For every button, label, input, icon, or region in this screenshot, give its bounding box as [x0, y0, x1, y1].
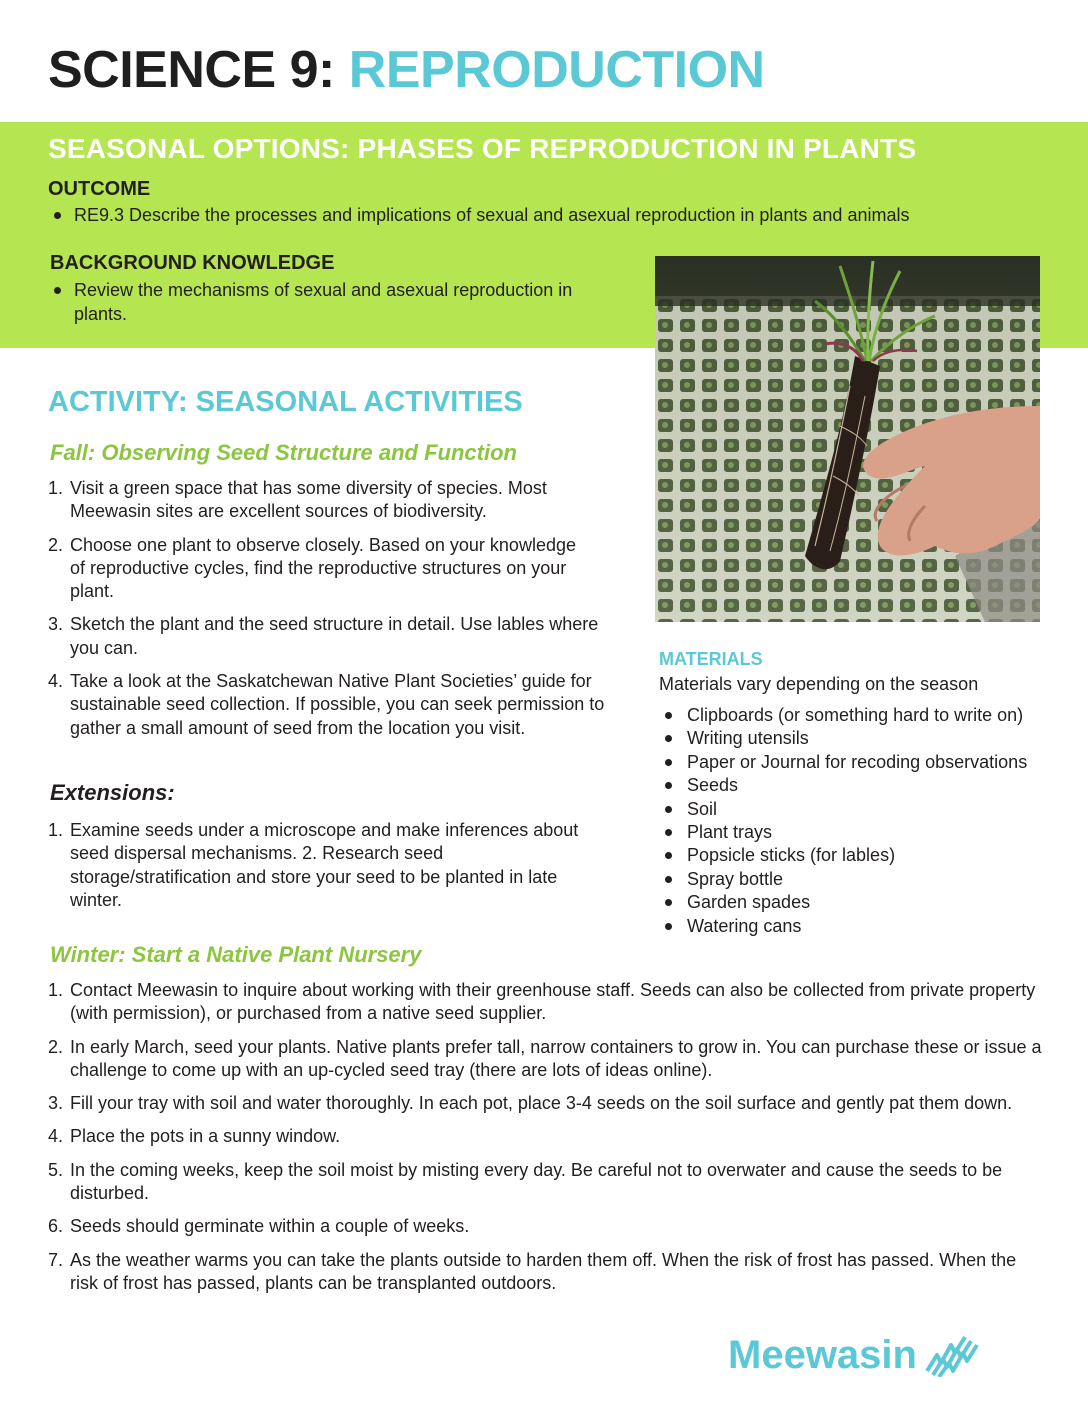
list-item: 2. Choose one plant to observe closely. Based on your knowledge of reproductive cycles, find the reproductive structures on your plant. — [48, 534, 576, 602]
materials-list — [659, 704, 1084, 938]
background-label: BACKGROUND KNOWLEDGE — [50, 252, 335, 274]
list-item: 7. As the weather warms you can take the plants outside to harden them off. When the risk of frost has passed. When the risk of frost has passed, plants can be transplanted outdoors. — [48, 1249, 1017, 1293]
activity-title: ACTIVITY: SEASONAL ACTIVITIES — [48, 386, 523, 418]
list-item: Soil — [659, 798, 1084, 821]
outcome-section — [48, 177, 1048, 228]
list-item: Spray bottle — [659, 868, 1084, 891]
extensions-section — [48, 779, 618, 922]
fall-list — [48, 477, 618, 740]
band-title: SEASONAL OPTIONS: PHASES OF REPRODUCTION IN PLANTS — [48, 133, 917, 164]
logo-text: Meewasin — [728, 1332, 917, 1377]
title-accent: REPRODUCTION — [348, 41, 765, 99]
list-item: Watering cans — [659, 915, 1084, 938]
seedling-illustration — [655, 256, 1040, 622]
outcome-label: OUTCOME — [48, 178, 151, 200]
list-item: Plant trays — [659, 821, 1084, 844]
list-item: Seeds — [659, 774, 1084, 797]
list-item: 5. In the coming weeks, keep the soil moist by misting every day. Be careful not to overwater and cause the seeds to be disturbed. — [48, 1159, 1003, 1204]
outcome-list — [48, 204, 1048, 228]
meewasin-logo — [728, 1330, 1028, 1380]
winter-heading: Winter: Start a Native Plant Nursery — [50, 942, 422, 967]
list-item: Writing utensils — [659, 727, 1084, 750]
meewasin-wave-logo-icon — [923, 1333, 981, 1377]
list-item: Popsicle sticks (for lables) — [659, 844, 1084, 867]
list-item: 1. Examine seeds under a microscope and make inferences about seed dispersal mechanisms. 2. Research seed storage/stratification and store your seed to be planted in late winter. — [48, 820, 579, 910]
title-prefix: SCIENCE 9: — [48, 41, 335, 99]
winter-list — [48, 979, 1058, 1295]
list-item: Paper or Journal for recoding observations — [659, 751, 1084, 774]
list-item: Review the mechanisms of sexual and asexual reproduction in plants. — [48, 279, 623, 326]
list-item: 3. Sketch the plant and the seed structure in detail. Use lables where you can. — [48, 614, 599, 658]
list-item: 1. Visit a green space that has some diversity of species. Most Meewasin sites are excellent sources of biodiversity. — [48, 478, 547, 522]
page-title — [48, 40, 765, 100]
list-item: 2. In early March, seed your plants. Native plants prefer tall, narrow containers to grow in. You can purchase these or issue a challenge to come up with an up-cycled seed tray (there are lots of ideas online). — [48, 1036, 1042, 1080]
list-item: Clipboards (or something hard to write on) — [659, 704, 1084, 727]
extensions-list — [48, 819, 618, 912]
list-item: 4. Place the pots in a sunny window. — [48, 1126, 341, 1147]
materials-intro: Materials vary depending on the season — [659, 674, 979, 694]
list-item: Garden spades — [659, 891, 1084, 914]
list-item: 1. Contact Meewasin to inquire about working with their greenhouse staff. Seeds can also be collected from private property (with permission), or purchased from a native seed supplier. — [48, 980, 1036, 1024]
fall-heading: Fall: Observing Seed Structure and Function — [50, 440, 517, 465]
fall-section — [48, 439, 618, 750]
materials-title: MATERIALS — [659, 649, 763, 669]
background-list — [48, 279, 623, 326]
seedling-photo — [655, 256, 1040, 622]
winter-section — [48, 941, 1058, 1305]
list-item: RE9.3 Describe the processes and implications of sexual and asexual reproduction in plants and animals — [48, 204, 1048, 228]
list-item: 6. Seeds should germinate within a couple of weeks. — [48, 1216, 470, 1237]
extensions-heading: Extensions: — [50, 780, 175, 805]
background-section — [48, 251, 623, 326]
list-item: 4. Take a look at the Saskatchewan Native Plant Societies’ guide for sustainable seed collection. If possible, you can seek permission to gather a small amount of seed from the location you visit. — [48, 671, 605, 738]
list-item: 3. Fill your tray with soil and water thoroughly. In each pot, place 3-4 seeds on the soil surface and gently pat them down. — [48, 1093, 1013, 1114]
